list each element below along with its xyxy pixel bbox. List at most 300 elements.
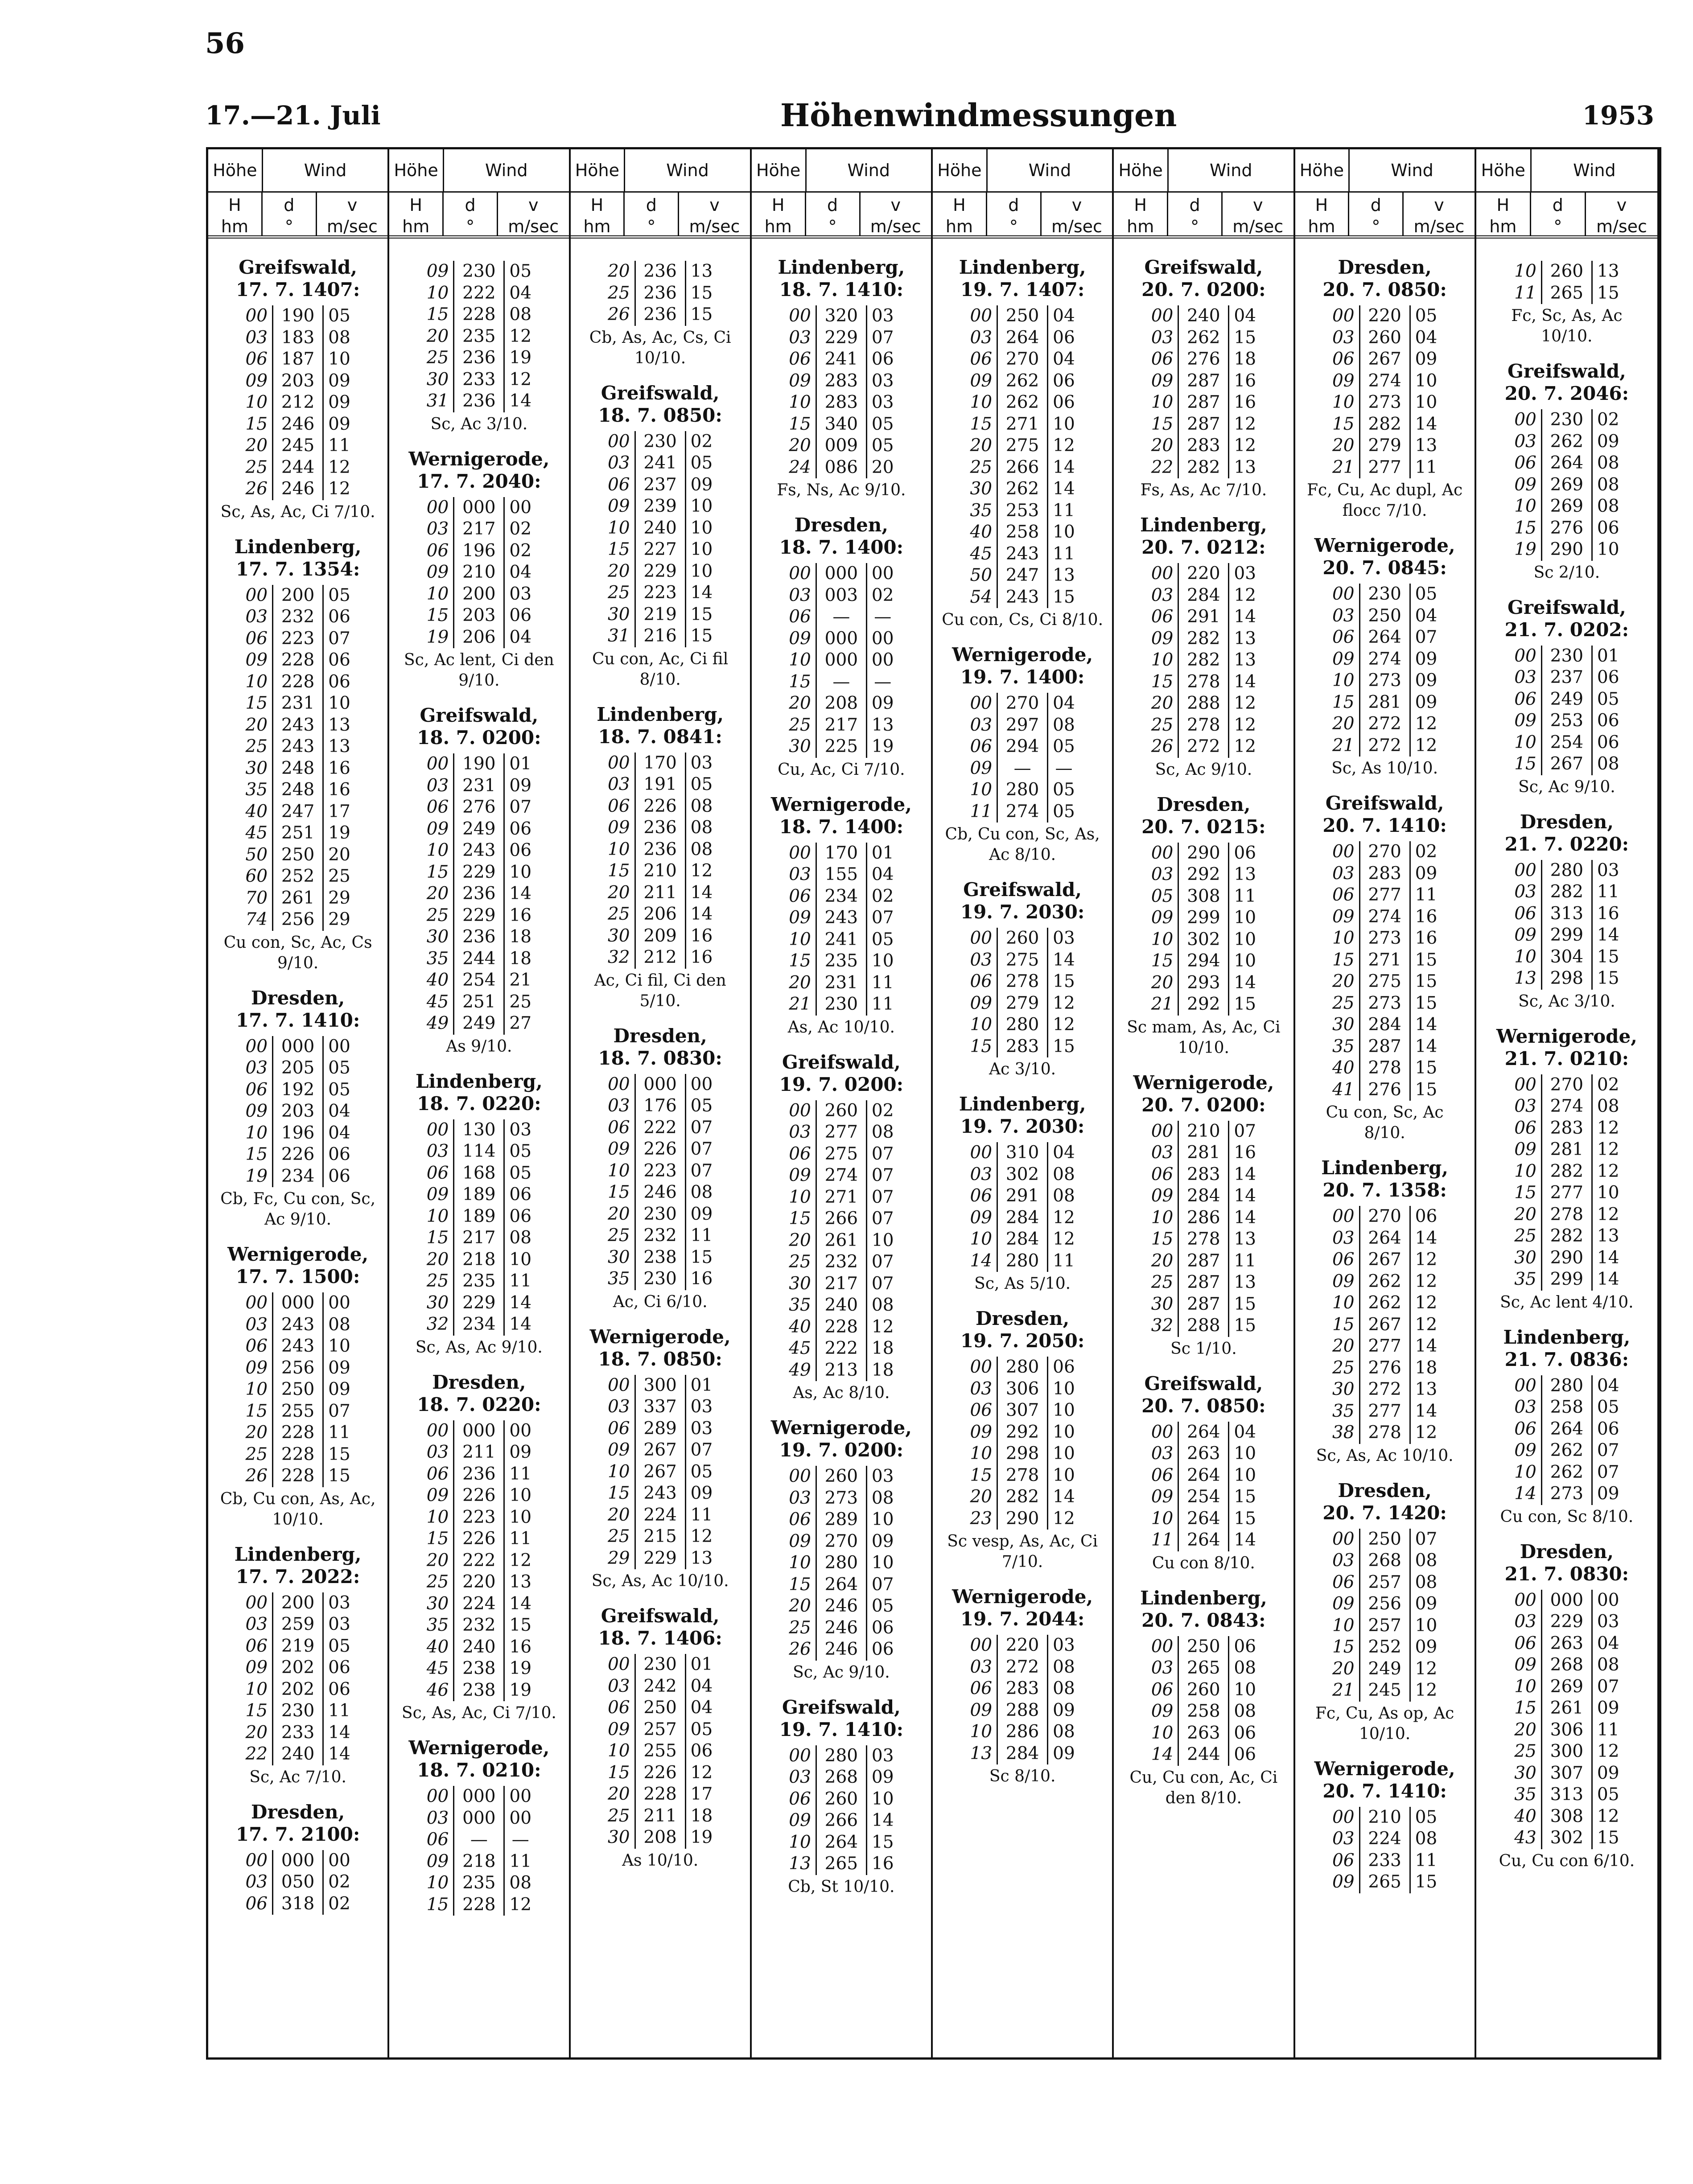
speed-cell: 12 (1234, 736, 1256, 757)
direction-cell: 000 (454, 1808, 504, 1830)
height-cell: 03 (1332, 1829, 1355, 1849)
speed-cell: 06 (871, 1639, 894, 1659)
speed-cell: 12 (1415, 1250, 1438, 1270)
table-row (1510, 1483, 1623, 1505)
height-cell: 06 (789, 607, 811, 627)
direction-cell: 190 (454, 753, 504, 775)
speed-cell: 08 (1415, 1572, 1438, 1592)
speed-cell: 12 (1415, 735, 1438, 756)
table-row (965, 758, 1079, 780)
height-cell: 10 (1151, 1207, 1174, 1228)
height-unit-label: H hm (1295, 193, 1350, 236)
height-cell: 30 (1514, 1247, 1536, 1268)
table-row (1510, 1139, 1623, 1161)
speed-cell: 09 (1415, 349, 1438, 369)
height-cell: 11 (1514, 283, 1536, 303)
station-name: Wernigerode, (408, 1737, 550, 1759)
direction-cell: 282 (1541, 1161, 1592, 1183)
table-row (965, 1142, 1079, 1164)
height-cell: 25 (245, 457, 268, 477)
table-row (241, 628, 354, 650)
direction-cell: 306 (997, 1378, 1048, 1400)
station-block (579, 1326, 742, 1592)
table-row (422, 1227, 536, 1249)
height-cell: 20 (1332, 971, 1355, 991)
speed-cell: 05 (328, 1636, 350, 1656)
speed-cell: 05 (328, 1058, 350, 1078)
direction-cell: 220 (454, 1571, 504, 1593)
direction-cell: 231 (454, 775, 504, 797)
observation-time: 21. 7. 0830: (1504, 1563, 1629, 1585)
speed-cell: 00 (871, 628, 894, 649)
height-cell: 45 (245, 823, 268, 843)
height-cell: 09 (245, 650, 268, 670)
speed-cell: 12 (1597, 1204, 1619, 1225)
table-row (1147, 1315, 1260, 1337)
table-row (1147, 435, 1260, 457)
direction-cell: 228 (635, 1784, 685, 1806)
speed-cell: 12 (1234, 693, 1256, 713)
station-name: Dresden, (1157, 793, 1251, 815)
table-row (422, 1593, 536, 1615)
speed-cell: 06 (328, 650, 350, 670)
table-row (1147, 349, 1260, 370)
direction-cell: 236 (635, 839, 685, 861)
direction-cell: 280 (997, 1357, 1048, 1378)
height-cell: 10 (1514, 1161, 1536, 1181)
table-row (965, 1250, 1079, 1272)
cloud-remark: Sc, Ac lent 4/10. (1500, 1293, 1634, 1312)
direction-cell: 283 (816, 392, 866, 414)
direction-cell: 275 (997, 950, 1048, 971)
table-row (1510, 689, 1623, 711)
direction-cell: 210 (1359, 1807, 1410, 1829)
height-cell: 19 (245, 1166, 268, 1186)
height-cell: 10 (245, 1123, 268, 1143)
height-cell: 00 (245, 306, 268, 326)
table-row (1147, 1207, 1260, 1229)
wind-observations (1147, 1121, 1260, 1337)
table-row (422, 1615, 536, 1637)
speed-cell: 09 (509, 1442, 532, 1462)
table-row (422, 818, 536, 840)
speed-cell: 08 (690, 818, 713, 838)
direction-cell: 224 (454, 1593, 504, 1615)
direction-cell: 306 (1541, 1719, 1592, 1741)
height-cell: 00 (1332, 842, 1355, 862)
speed-cell: 11 (509, 1529, 532, 1549)
observation-time: 20. 7. 1420: (1322, 1501, 1447, 1524)
station-block (397, 1737, 560, 1916)
height-cell: 09 (245, 1101, 268, 1121)
height-cell: 30 (789, 1273, 811, 1294)
cloud-remark: Sc, As 10/10. (1331, 759, 1438, 777)
speed-cell: 05 (1415, 1807, 1438, 1827)
height-cell: 06 (1151, 1679, 1174, 1700)
direction-cell: 268 (1359, 1550, 1410, 1572)
height-cell: 15 (789, 1209, 811, 1229)
direction-cell: 261 (273, 888, 323, 909)
table-row (784, 1273, 898, 1295)
table-row (241, 823, 354, 844)
table-row (1147, 1658, 1260, 1679)
height-cell: 20 (426, 884, 449, 904)
wind-observations (1328, 1807, 1442, 1893)
direction-cell: 230 (273, 1700, 323, 1722)
height-cell: 20 (607, 1204, 630, 1224)
height-cell: 15 (1514, 518, 1536, 538)
speed-cell: 02 (509, 540, 532, 561)
table-row (241, 1592, 354, 1614)
speed-cell: 14 (690, 583, 713, 603)
direction-cell: 229 (454, 1292, 504, 1314)
direction-cell: 278 (1359, 1057, 1410, 1079)
table-row (784, 414, 898, 436)
speed-cell: 16 (690, 925, 713, 946)
direction-cell: 206 (454, 627, 504, 649)
speed-cell: 03 (690, 1397, 713, 1417)
speed-unit-label: v m/sec (689, 195, 740, 236)
direction-cell: 247 (997, 565, 1048, 587)
direction-cell: 236 (635, 261, 685, 283)
height-cell: 26 (789, 1639, 811, 1659)
table-row (965, 370, 1079, 392)
speed-cell: 14 (1234, 1164, 1256, 1185)
height-cell: 03 (1514, 882, 1536, 902)
height-cell: 09 (1332, 1594, 1355, 1614)
table-row (965, 1678, 1079, 1700)
direction-cell: 265 (1359, 1871, 1410, 1893)
table-row (603, 431, 717, 453)
direction-cell: 270 (997, 693, 1048, 715)
height-cell: 10 (1332, 928, 1355, 948)
table-row (965, 736, 1079, 758)
table-row (1328, 1871, 1442, 1893)
wind-observations (1147, 1422, 1260, 1551)
height-cell: 00 (607, 1074, 630, 1094)
speed-cell: 01 (690, 1375, 713, 1395)
observation-time: 21. 7. 0836: (1504, 1348, 1629, 1370)
direction-cell: 250 (1359, 1529, 1410, 1551)
speed-cell: 20 (871, 457, 894, 477)
station-name: Greifswald, (1325, 792, 1444, 814)
speed-cell: 14 (1597, 1247, 1619, 1268)
height-cell: 10 (970, 1015, 993, 1035)
speed-cell: 05 (871, 436, 894, 456)
table-row (965, 779, 1079, 801)
direction-cell: 282 (1178, 650, 1229, 671)
height-cell: 10 (970, 780, 993, 800)
cloud-remark: Cb, Cu con, As, Ac, 10/10. (220, 1489, 376, 1529)
station-name: Greifswald, (1144, 256, 1263, 278)
direction-cell: 257 (1359, 1572, 1410, 1594)
direction-cell: 277 (1359, 884, 1410, 906)
table-row (1510, 968, 1623, 990)
height-cell: 31 (607, 626, 630, 646)
speed-cell: 12 (1053, 436, 1075, 456)
speed-cell: 15 (1234, 1487, 1256, 1507)
station-name: Wernigerode, (1314, 1757, 1455, 1780)
speed-cell: 01 (1597, 646, 1619, 666)
speed-cell: 18 (1234, 349, 1256, 369)
direction-cell: 250 (997, 305, 1048, 327)
cloud-remark: Cb, Cu con, Sc, As, Ac 8/10. (945, 825, 1100, 864)
height-cell: 09 (1332, 649, 1355, 669)
direction-cell: 252 (1359, 1637, 1410, 1658)
direction-cell: 290 (1541, 1247, 1592, 1269)
height-cell: 20 (1151, 693, 1174, 713)
table-row (603, 1505, 717, 1526)
speed-cell: 16 (1415, 928, 1438, 948)
direction-cell: 000 (273, 1036, 323, 1058)
height-unit-label: H hm (1114, 193, 1168, 236)
direction-cell: 280 (1541, 860, 1592, 882)
height-cell: 15 (426, 1529, 449, 1549)
height-unit-label: H hm (1476, 193, 1531, 236)
speed-cell: 09 (1597, 1698, 1619, 1718)
station-block (760, 1417, 923, 1683)
direction-cell: 256 (273, 1357, 323, 1379)
table-row (1510, 1397, 1623, 1419)
height-cell: 03 (970, 715, 993, 735)
observation-time: 19. 7. 2030: (960, 1115, 1085, 1137)
height-cell: 20 (789, 1230, 811, 1250)
height-cell: 09 (1332, 370, 1355, 391)
speed-cell: 08 (509, 304, 532, 325)
direction-unit-label: d ° (625, 193, 679, 236)
speed-cell: 19 (509, 1658, 532, 1678)
table-row (784, 305, 898, 327)
direction-cell: 280 (997, 1014, 1048, 1036)
direction-cell: 212 (273, 392, 323, 414)
table-row (241, 1850, 354, 1872)
direction-cell: 189 (454, 1184, 504, 1206)
direction-cell: 253 (1541, 710, 1592, 732)
speed-cell: 12 (690, 1526, 713, 1546)
station-block (1484, 1025, 1649, 1313)
speed-cell: 13 (1234, 864, 1256, 884)
direction-cell: 283 (1178, 1164, 1229, 1186)
speed-cell: 03 (871, 392, 894, 412)
station-block (1122, 1587, 1285, 1809)
direction-cell: 228 (816, 1316, 866, 1338)
table-row (1328, 1079, 1442, 1101)
height-cell: 03 (1514, 1096, 1536, 1116)
table-row (603, 1182, 717, 1204)
station-block (579, 382, 742, 690)
speed-cell: 08 (1053, 1186, 1075, 1206)
table-row (1328, 605, 1442, 627)
station-block (1303, 535, 1466, 779)
direction-cell: 230 (635, 431, 685, 453)
height-cell: 30 (426, 1593, 449, 1614)
station-name: Lindenberg, (959, 256, 1086, 278)
height-cell: 30 (607, 1247, 630, 1267)
observation-time: 20. 7. 1410: (1322, 814, 1447, 836)
wind-label: Wind (1573, 160, 1616, 180)
speed-cell: 10 (1415, 370, 1438, 391)
height-cell: 10 (1151, 650, 1174, 670)
height-cell: 06 (1332, 1850, 1355, 1871)
table-row (784, 1295, 898, 1316)
height-cell: 06 (970, 971, 993, 991)
height-cell: 30 (1332, 1379, 1355, 1399)
table-row (784, 1832, 898, 1854)
table-row (241, 1144, 354, 1166)
table-row (1147, 907, 1260, 929)
table-row (422, 605, 536, 627)
direction-cell: 203 (273, 370, 323, 392)
table-row (1328, 1529, 1442, 1551)
speed-cell: 14 (1597, 925, 1619, 945)
speed-cell: 09 (1415, 649, 1438, 669)
height-cell: 00 (1514, 410, 1536, 430)
direction-cell: 271 (1359, 950, 1410, 971)
speed-cell: 00 (328, 1850, 350, 1871)
station-name: Lindenberg, (415, 1070, 543, 1092)
station-block (760, 514, 923, 780)
direction-cell: 226 (635, 1139, 685, 1160)
wind-observations (784, 305, 898, 478)
wind-label: Wind (666, 160, 709, 180)
table-row (784, 1187, 898, 1209)
speed-cell: 11 (1597, 1719, 1619, 1740)
station-block (579, 1605, 742, 1871)
table-row (422, 261, 536, 283)
direction-cell: 260 (816, 1100, 866, 1122)
direction-cell: 277 (1541, 1182, 1592, 1204)
station-name: Greifswald, (1508, 596, 1626, 618)
station-block (397, 1070, 560, 1358)
height-cell: 10 (789, 929, 811, 950)
station-block (397, 261, 560, 435)
height-cell: 05 (1151, 886, 1174, 906)
speed-cell: 15 (1597, 946, 1619, 967)
direction-cell: 267 (1359, 349, 1410, 370)
cloud-remark: As 10/10. (622, 1851, 699, 1870)
wind-observations (784, 1745, 898, 1875)
direction-cell: 192 (273, 1079, 323, 1101)
speed-cell: 09 (1597, 431, 1619, 452)
height-cell: 20 (426, 326, 449, 346)
direction-cell: 273 (1359, 928, 1410, 950)
direction-cell: 267 (635, 1461, 685, 1483)
height-cell: 00 (1332, 306, 1355, 326)
direction-cell: 235 (454, 326, 504, 348)
station-block (760, 256, 923, 501)
table-row (1510, 496, 1623, 518)
wind-observations (1510, 261, 1623, 304)
speed-cell: 07 (509, 797, 532, 817)
direction-cell: 229 (454, 905, 504, 927)
table-row (965, 543, 1079, 565)
station-name: Greifswald, (1508, 360, 1626, 382)
direction-cell: 246 (273, 414, 323, 436)
speed-cell: 07 (1597, 1440, 1619, 1460)
table-row (965, 1422, 1079, 1444)
height-cell: 14 (1514, 1484, 1536, 1504)
speed-cell: 10 (1053, 414, 1075, 434)
speed-cell: 00 (509, 497, 532, 518)
table-row (1147, 585, 1260, 607)
height-cell: 09 (970, 993, 993, 1013)
table-row (603, 1204, 717, 1226)
direction-cell: 278 (1359, 1422, 1410, 1444)
speed-cell: 14 (1053, 1487, 1075, 1507)
speed-cell: 04 (690, 1698, 713, 1718)
height-cell: 25 (607, 904, 630, 924)
table-row (1328, 1336, 1442, 1357)
table-row (1328, 906, 1442, 928)
table-row (1510, 1226, 1623, 1247)
direction-cell: 223 (635, 1160, 685, 1182)
table-row (784, 327, 898, 349)
speed-cell: 03 (690, 753, 713, 773)
table-row (603, 518, 717, 539)
speed-cell: 10 (871, 951, 894, 971)
speed-cell: 14 (1053, 457, 1075, 477)
height-cell: 20 (1514, 1719, 1536, 1740)
speed-cell: 10 (1053, 1400, 1075, 1420)
speed-cell: 16 (509, 905, 532, 925)
height-cell: 10 (607, 839, 630, 860)
observation-time: 18. 7. 0220: (417, 1092, 541, 1115)
station-block (1122, 514, 1285, 780)
height-cell: 35 (1332, 1036, 1355, 1057)
table-row (784, 1853, 898, 1875)
height-cell: 10 (1514, 261, 1536, 281)
speed-cell: 03 (871, 306, 894, 326)
station-block (941, 879, 1104, 1080)
height-cell: 25 (1151, 715, 1174, 735)
speed-cell: 06 (690, 1741, 713, 1761)
speed-cell: 10 (1415, 1615, 1438, 1636)
speed-cell: 12 (1415, 1658, 1438, 1679)
speed-cell: 06 (1597, 1419, 1619, 1439)
table-row (784, 628, 898, 650)
hoehe-label: Höhe (752, 149, 807, 191)
table-row (422, 518, 536, 540)
cloud-remark: Sc mam, As, Ac, Ci 10/10. (1127, 1018, 1281, 1057)
direction-cell: 114 (454, 1141, 504, 1163)
height-cell: 13 (1514, 968, 1536, 988)
direction-cell: 282 (1541, 1226, 1592, 1247)
height-cell: 10 (426, 840, 449, 860)
height-cell: 03 (426, 519, 449, 539)
height-cell: 15 (245, 414, 268, 434)
direction-cell: 243 (997, 587, 1048, 609)
cloud-remark: Cu con 8/10. (1152, 1554, 1255, 1572)
height-cell: 13 (789, 1854, 811, 1874)
speed-cell: 18 (509, 927, 532, 947)
table-row (422, 840, 536, 862)
speed-cell: 19 (509, 348, 532, 368)
speed-cell: 05 (690, 453, 713, 473)
table-row (784, 736, 898, 758)
table-row (422, 1184, 536, 1206)
speed-cell: 07 (871, 1252, 894, 1272)
speed-cell: 16 (1234, 392, 1256, 412)
station-name: Wernigerode, (1133, 1071, 1274, 1094)
direction-cell: 000 (635, 1074, 685, 1096)
wind-observations (422, 1119, 536, 1336)
height-cell: 10 (607, 1741, 630, 1761)
observation-time: 18. 7. 0830: (598, 1047, 722, 1069)
speed-cell: 13 (509, 1572, 532, 1592)
table-row (965, 1229, 1079, 1250)
table-row (1510, 409, 1623, 431)
direction-unit-label: d ° (1349, 193, 1404, 236)
